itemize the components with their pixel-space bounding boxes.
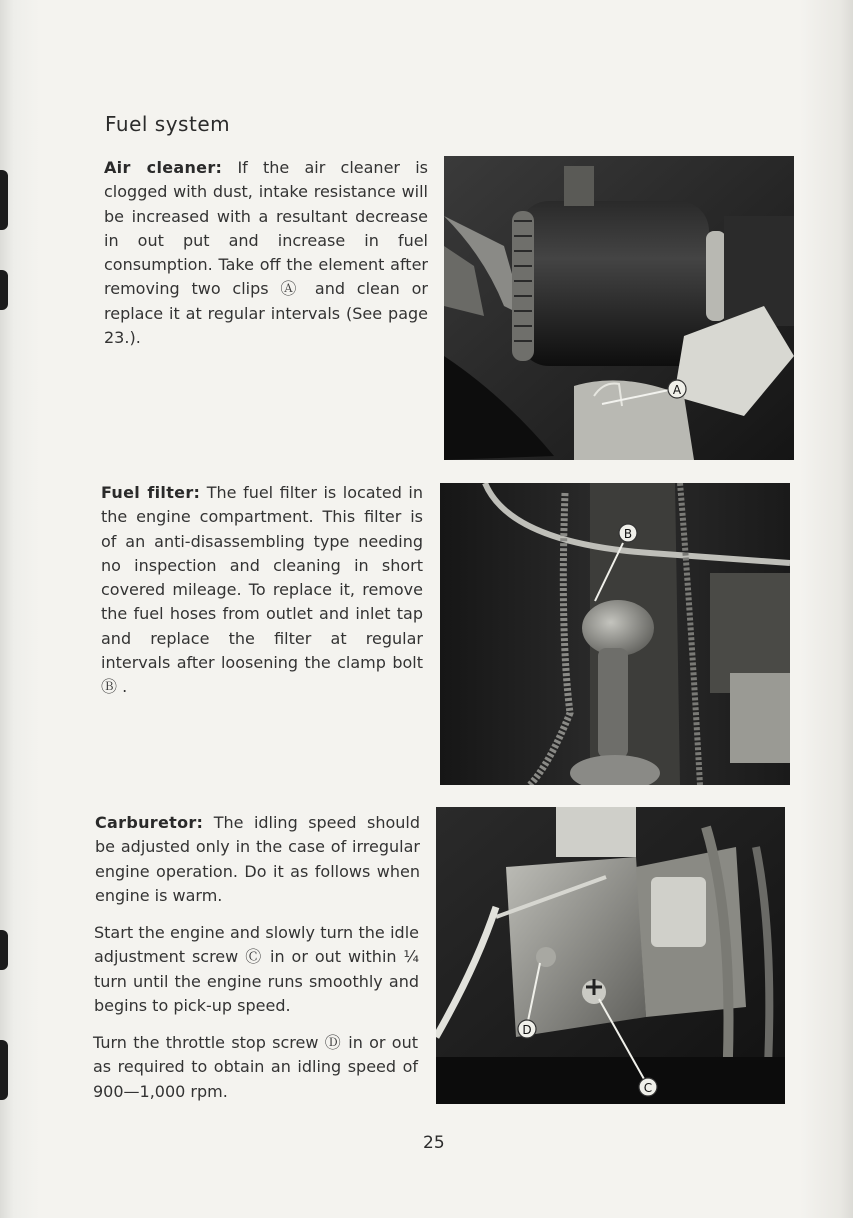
carburetor-label: Carburetor: <box>95 813 204 832</box>
carburetor-text: The idling speed should be adjusted only in the case of irregular engine operation. Do it as follows when engine is warm. <box>95 813 420 905</box>
binder-mark <box>0 930 8 970</box>
callout-a: A <box>672 383 682 397</box>
fuel-filter-label: Fuel filter: <box>101 483 201 502</box>
section-heading: Fuel system <box>105 112 231 136</box>
callout-d: D <box>522 1023 532 1037</box>
callout-b: B <box>623 527 633 541</box>
binder-mark <box>0 1040 8 1100</box>
throttle-stop-paragraph: Turn the throttle stop screw Ⓓ in or out as required to obtain an idling speed of 900—1,000 rpm. <box>93 1033 418 1101</box>
carburetor-paragraph <box>95 811 420 908</box>
air-cleaner-photo <box>444 156 794 460</box>
binder-mark <box>0 270 8 310</box>
fuel-filter-paragraph <box>101 481 423 700</box>
fuel-filter-photo <box>440 483 790 785</box>
binder-mark <box>0 170 8 230</box>
page-number: 25 <box>423 1133 445 1153</box>
air-cleaner-paragraph <box>104 156 428 350</box>
fuel-filter-text: The fuel filter is located in the engine compartment. This filter is of an anti-disassembling type needing no inspection and cleaning in short covered mileage. To replace it, remove the fuel hoses from outlet and inlet tap and replace the filter at regular intervals after loosening the clamp bolt Ⓑ . <box>101 483 424 697</box>
air-cleaner-label: Air cleaner: <box>104 158 223 177</box>
carburetor-photo <box>436 807 785 1104</box>
idle-adjustment-paragraph: Start the engine and slowly turn the idle adjustment screw Ⓒ in or out within ¼ turn until the engine runs smoothly and begins to pick-up speed. <box>94 923 419 1015</box>
callout-c: C <box>643 1081 653 1095</box>
air-cleaner-text: If the air cleaner is clogged with dust, intake resistance will be increased with a resultant decrease in out put and increase in fuel consumption. Take off the element after removing two clips Ⓐ and clean or replace it at regular intervals (See page 23.). <box>104 158 428 348</box>
